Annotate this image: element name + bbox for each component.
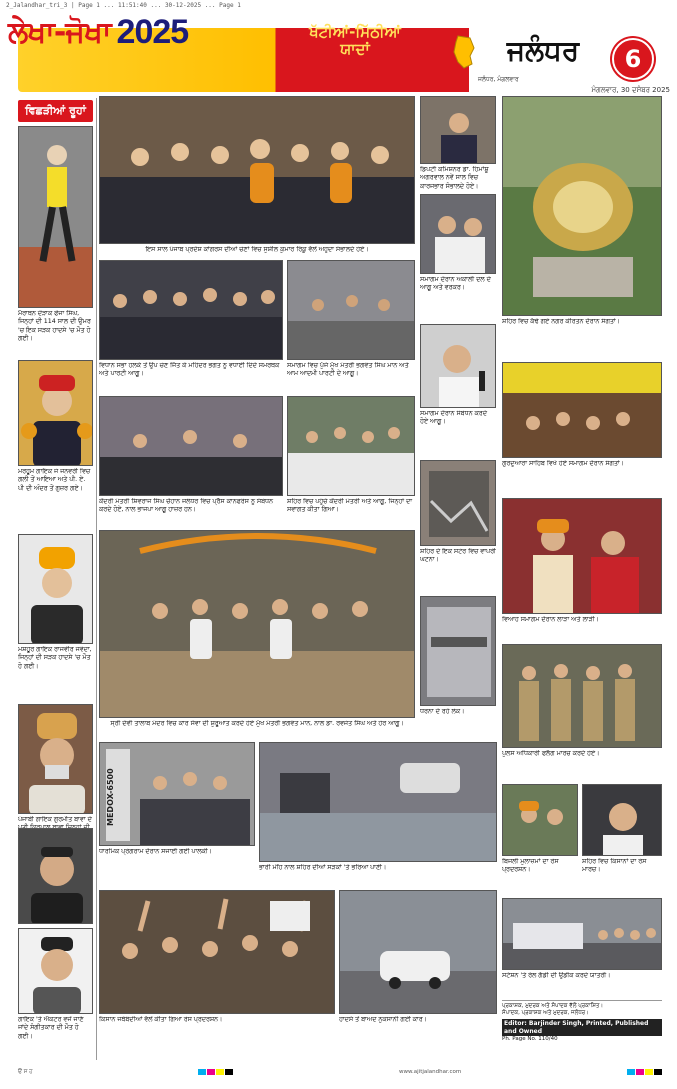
story-photo-3 [99, 260, 283, 360]
crowd-photo-icon [288, 397, 415, 496]
masthead-title-text: ਲੇਖਾ-ਜੋਖਾ [8, 14, 111, 50]
train-station-icon [503, 899, 662, 970]
masthead-title [8, 4, 258, 60]
edition-sub: ਜਲੰਧਰ, ਮੰਗਲਵਾਰ [478, 76, 519, 83]
story-photo-11 [502, 96, 662, 316]
bottom-bar [18, 1066, 662, 1078]
flood-street-icon [260, 743, 497, 862]
sidebar-photo-2 [18, 360, 93, 466]
bottom-site: www.ajitjalandhar.com [399, 1069, 462, 1075]
story-caption-8: ਸਮਾਗਮ ਦੌਰਾਨ ਸੰਬੋਧਨ ਕਰਦੇ ਹੋਏ ਆਗੂ। [420, 410, 487, 426]
edition-city: ਜਲੰਧਰ [506, 34, 580, 67]
color-swatches [198, 1069, 233, 1075]
story-photo-15 [420, 460, 496, 546]
runner-figure-icon [19, 127, 93, 308]
portrait-icon [19, 361, 93, 466]
story-caption-17: ਕਿਸਾਨ ਜਥੇਬੰਦੀਆਂ ਵੱਲੋਂ ਕੀਤਾ ਗਿਆ ਰੋਸ ਪ੍ਰਦਰਸ਼ਨ। [99, 1016, 223, 1023]
story-caption-1: ਇਸ ਸਾਲ ਪੰਜਾਬ ਪ੍ਰਦੇਸ਼ ਕਾਂਗਰਸ ਦੀਆਂ ਚੋਣਾਂ ਵਿਚ ਸੁਸ਼ੀਲ ਕੁਮਾਰ ਰਿੰਕੂ ਵੱਲੋਂ ਅਹੁਦਾ ਸੰਭਾਲਦੇ ਹੋਏ। [145, 246, 369, 253]
masthead-year: 2025 [116, 12, 189, 51]
damaged-store-icon [421, 461, 496, 546]
sidebar-title: ਵਿਛੜੀਆਂ ਰੂਹਾਂ [18, 100, 93, 122]
print-slug: 2_Jalandhar_tri_3 | Page 1 ... 11:51:40 ... 30-12-2025 ... Page 1 [6, 2, 241, 9]
story-photo-4 [287, 260, 415, 360]
edition-date: ਮੰਗਲਵਾਰ, 30 ਦਸੰਬਰ 2025 [591, 86, 670, 94]
sidebar-caption-4: ਪੰਜਾਬੀ ਗਾਇਕ ਗੁਰਮੀਤ ਬਾਵਾ ਦੇ [18, 816, 92, 823]
sidebar-caption-1: ਮੈਰਾਥਨ ਦੌੜਾਕ ਫੌਜਾ ਸਿੰਘ, ਜਿਨ੍ਹਾਂ ਦੀ 114 ਸਾਲ ਦੀ ਉਮਰ 'ਚ ਇਕ ਸੜਕ ਹਾਦਸੇ 'ਚ ਮੌਤ ਹੋ ਗਈ। [18, 310, 91, 343]
story-photo-18 [420, 596, 496, 706]
speaker-portrait-icon [421, 325, 496, 408]
story-caption-19: ਬਿਜਲੀ ਮੁਲਾਜ਼ਮਾਂ ਦਾ ਰੋਸ ਪ੍ਰਦਰਸ਼ਨ। [502, 858, 559, 874]
portrait-icon [19, 829, 93, 924]
story-caption-16: ਭਾਰੀ ਮੀਂਹ ਨਾਲ ਸ਼ਹਿਰ ਦੀਆਂ ਸੜਕਾਂ 'ਤੇ ਭਰਿਆ ਪਾਣੀ। [259, 864, 387, 871]
group-photo-icon [100, 97, 415, 244]
shop-interior-icon [421, 597, 496, 706]
sidebar-photo-3 [18, 534, 93, 644]
sidebar-photo-1 [18, 126, 93, 308]
car-accident-icon [340, 891, 497, 1014]
column-divider [96, 98, 97, 1060]
story-caption-6: ਕੇਂਦਰੀ ਮੰਤਰੀ ਸ਼ਿਵਰਾਜ ਸਿੰਘ ਚੌਹਾਨ ਜਲੰਧਰ ਵਿਚ ਪ੍ਰੈੱਸ ਕਾਨਫਰੰਸ ਨੂੰ ਸੰਬੋਧਨ ਕਰਦੇ ਹੋਏ, ਨਾਲ ਭਾਜਪਾ ਆਗੂ ਹਾਜ਼ਰ ਹਨ। [99, 498, 273, 514]
story-photo-7 [287, 396, 415, 496]
imprint-box [502, 1000, 662, 1058]
sidebar-caption-3: ਮਸ਼ਹੂਰ ਗਾਇਕ ਰਾਜਵੀਰ ਜਵੰਦਾ, ਜਿਨ੍ਹਾਂ ਦੀ ਸੜਕ ਹਾਦਸੇ 'ਚ ਮੌਤ ਹੋ ਗਈ। [18, 646, 92, 670]
ceremony-photo-icon [100, 531, 415, 718]
story-photo-22 [339, 890, 497, 1014]
protest-photo-icon [100, 891, 335, 1014]
story-caption-21: ਸ਼ਹਿਰ ਵਿਚ ਕਿਸਾਨਾਂ ਦਾ ਰੋਸ ਮਾਰਚ। [582, 858, 647, 874]
portrait-icon [19, 929, 93, 1014]
story-caption-15: ਸ਼ਹਿਰ ਦੇ ਇਕ ਸਟੋਰ ਵਿਚ ਵਾਪਰੀ ਘਟਨਾ। [420, 548, 496, 564]
story-photo-5 [420, 194, 496, 274]
page-number: 6 [612, 38, 654, 80]
press-conference-icon [100, 397, 283, 496]
story-caption-10: ਧਾਰਮਿਕ ਪ੍ਰੋਗਰਾਮ ਦੌਰਾਨ ਸਜਾਈ ਗਈ ਪਾਲਕੀ। [99, 848, 212, 855]
story-caption-12: ਗੁਰਦੁਆਰਾ ਸਾਹਿਬ ਵਿਖੇ ਹੋਏ ਸਮਾਗਮ ਦੌਰਾਨ ਸੰਗਤਾਂ। [502, 460, 624, 467]
masthead-line3: ਯਾਦਾਂ [340, 39, 370, 58]
story-caption-9: ਸ੍ਰੀ ਦੇਵੀ ਤਾਲਾਬ ਮੰਦਰ ਵਿਚ ਕਾਰ ਸੇਵਾ ਦੀ ਸ਼ੁਰੂਆਤ ਕਰਦੇ ਹੋਏ ਮੁੱਖ ਮੰਤਰੀ ਭਗਵੰਤ ਮਾਨ, ਨਾਲ ਡਾ. ਰਵਜੋਤ ਸਿੰਘ ਅਤੇ ਹੋਰ ਆਗੂ। [110, 720, 404, 727]
story-caption-4: ਸਮਾਗਮ ਵਿਚ ਪੁੱਜੇ ਮੁੱਖ ਮੰਤਰੀ ਭਗਵੰਤ ਸਿੰਘ ਮਾਨ ਅਤੇ ਆਮ ਆਦਮੀ ਪਾਰਟੀ ਦੇ ਆਗੂ। [287, 362, 409, 378]
story-caption-3: ਵਿਧਾਨ ਸਭਾ ਹਲਕੇ ਤੋਂ ਉਪ ਚੋਣ ਜਿੱਤ ਕੇ ਮਹਿੰਦਰ ਭਗਤ ਨੂੰ ਵਧਾਈ ਦਿੰਦੇ ਸਮਰਥਕ ਅਤੇ ਪਾਰਟੀ ਆਗੂ। [99, 362, 280, 378]
story-photo-12 [502, 362, 662, 458]
story-photo-17 [99, 890, 335, 1014]
masthead-line2: ਖੱਟੀਆਂ-ਮਿੱਠੀਆਂ [309, 22, 401, 41]
story-caption-22: ਹਾਦਸੇ ਤੋਂ ਬਾਅਦ ਨੁਕਸਾਨੀ ਗਈ ਕਾਰ। [339, 1016, 427, 1023]
sidebar-caption-5: ਗਾਇਕ 'ਤੇ ਐਕਟਰ ਵਜੋਂ ਜਾਣੇ ਜਾਂਦੇ ਸੰਗੀਤਕਾਰ ਦੀ ਮੌਤ ਹੋ ਗਈ। [18, 1016, 84, 1040]
sidebar-photo-5 [18, 828, 93, 924]
story-caption-18: ਧਰਨਾ ਦੇ ਰਹੇ ਲੋਕ। [420, 708, 465, 715]
story-caption-2: ਡਿਪਟੀ ਕਮਿਸ਼ਨਰ ਡਾ. ਹਿਮਾਂਸ਼ੂ ਅਗਰਵਾਲ ਨਵੇਂ ਸਾਲ ਵਿਚ ਕਾਰਜਭਾਰ ਸੰਭਾਲਦੇ ਹੋਏ। [420, 166, 489, 190]
bottom-left-text: ੳ ਸ ਹ [18, 1068, 33, 1075]
crowd-photo-icon [100, 261, 283, 360]
story-photo-19 [502, 784, 578, 856]
story-photo-16 [259, 742, 497, 862]
story-photo-20 [502, 898, 662, 970]
story-photo-2 [420, 96, 496, 164]
protest-photo-icon [503, 785, 578, 856]
portrait-icon [583, 785, 662, 856]
religious-gathering-icon [503, 363, 662, 458]
story-caption-14: ਪੁਲਸ ਅਧਿਕਾਰੀ ਫਲੈਗ ਮਾਰਚ ਕਰਦੇ ਹੋਏ। [502, 750, 600, 757]
story-photo-14 [502, 644, 662, 748]
punjab-map-icon [452, 34, 476, 70]
story-caption-13: ਵਿਆਹ ਸਮਾਗਮ ਦੌਰਾਨ ਲਾੜਾ ਅਤੇ ਲਾੜੀ। [502, 616, 599, 623]
wedding-photo-icon [503, 499, 662, 614]
crowd-photo-icon [421, 195, 496, 274]
story-photo-1 [99, 96, 415, 244]
story-photo-8 [420, 324, 496, 408]
masthead-subtitle [262, 4, 448, 60]
sidebar-caption-2: ਮਰਹੂਮ ਗਾਇਕ ਜੋ ਜਨਵਰੀ ਵਿਚ ਗਲੀ ਤੋਂ ਆਇਆ ਅਤੇ ਪੀ. ਏ. ਪੀ ਦੀ ਅੰਦਰ ਤੋਂ ਗੁਜ਼ਰ ਗਏ। [18, 468, 91, 492]
story-caption-20: ਸਟੇਸ਼ਨ 'ਤੇ ਰੇਲ ਗੱਡੀ ਦੀ ਉਡੀਕ ਕਰਦੇ ਯਾਤਰੀ। [502, 972, 611, 979]
crowd-photo-icon [288, 261, 415, 360]
official-at-desk-icon [421, 97, 496, 164]
imprint-line2: ਸੰਪਾਦਕ, ਪ੍ਰਕਾਸ਼ਕ ਅਤੇ ਮੁਦਰਕ, ਜਲੰਧਰ। [502, 1010, 589, 1017]
story-caption-11: ਸ਼ਹਿਰ ਵਿਚ ਕੱਢੇ ਗਏ ਨਗਰ ਕੀਰਤਨ ਦੌਰਾਨ ਸੰਗਤਾਂ। [502, 318, 620, 325]
story-caption-5: ਸਮਾਗਮ ਦੌਰਾਨ ਅਕਾਲੀ ਦਲ ਦੇ ਆਗੂ ਅਤੇ ਵਰਕਰ। [420, 276, 491, 292]
story-photo-6 [99, 396, 283, 496]
police-march-icon [503, 645, 662, 748]
color-swatches-right [627, 1069, 662, 1075]
masthead-line1: ਜ਼ਿਲ੍ਹਾ ਜਲੰਧਰ ਦੀਆਂ [295, 5, 415, 24]
story-caption-7: ਸ਼ਹਿਰ ਵਿਚ ਪਹੁੰਚੇ ਕੇਂਦਰੀ ਮੰਤਰੀ ਅਤੇ ਆਗੂ, ਜਿਨ੍ਹਾਂ ਦਾ ਸਵਾਗਤ ਕੀਤਾ ਗਿਆ। [287, 498, 412, 514]
medox-sign: MEDOX-6500 [106, 768, 115, 826]
portrait-icon [19, 535, 93, 644]
story-photo-13 [502, 498, 662, 614]
portrait-icon [19, 705, 93, 814]
imprint-editor: Editor: Barjinder Singh, Printed, Published and Owned [502, 1019, 662, 1035]
monument-photo-icon [503, 97, 662, 316]
imprint-print: Ph. Page No. 110/40 [502, 1035, 558, 1042]
sidebar-photo-6 [18, 928, 93, 1014]
story-photo-9 [99, 530, 415, 718]
sidebar-photo-4 [18, 704, 93, 814]
story-photo-10 [99, 742, 255, 846]
imprint-text: ਪ੍ਰਕਾਸ਼ਕ, ਮੁਦਰਕ ਅਤੇ ਸੰਪਾਦਕ ਵੱਲੋਂ ਪ੍ਰਕਾਸ਼ਿਤ। [502, 1003, 604, 1009]
story-photo-21 [582, 784, 662, 856]
